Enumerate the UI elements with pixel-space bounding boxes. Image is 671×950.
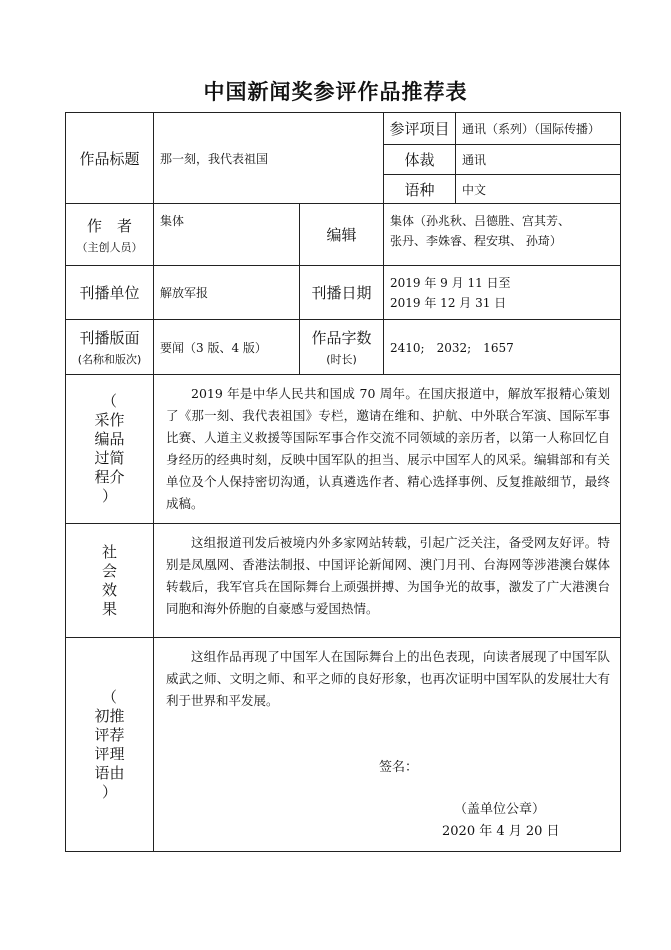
genre-value: 通讯 (456, 145, 621, 175)
page-label: 刊播版面 (79, 329, 140, 347)
publisher-label: 刊播单位 (66, 266, 154, 320)
publisher-value: 解放军报 (154, 266, 300, 320)
work-title-label: 作品标题 (66, 113, 154, 204)
date-value-line2: 2019 年 12 月 31 日 (390, 295, 507, 310)
genre-label: 体裁 (384, 145, 456, 175)
signature-date: 2020 年 4 月 20 日 (442, 824, 560, 839)
unit-seal-label: （盖单位公章） (454, 802, 546, 817)
language-label: 语种 (384, 175, 456, 204)
signature-label: 签名： (379, 760, 419, 775)
process-label-line: 程介 (94, 468, 125, 486)
process-label-line: （ (101, 392, 117, 410)
process-label-line: 采作 (94, 411, 125, 429)
review-label (66, 638, 154, 852)
review-label-line: 语由 (94, 763, 125, 782)
work-title-value: 那一刻，我代表祖国 (154, 113, 384, 204)
review-label-line: 初推 (94, 706, 125, 725)
category-label: 参评项目 (384, 113, 456, 145)
review-label-line: 评荐 (94, 725, 125, 744)
effect-text: 这组报道刊发后被境内外多家网站转载，引起广泛关注，备受网友好评。特别是凤凰网、香港法制报、中国评论新闻网、澳门月刊、台海网等涉港澳台媒体转载后，我军官兵在国际舞台上顽强拼搏、为国争光的故事，激发了广大港澳台同胞和海外侨胞的自豪感与爱国热情。 (154, 524, 621, 638)
review-cell (154, 638, 621, 852)
editor-value-line2: 张丹、李姝睿、程安琪、 孙琦） (390, 234, 562, 248)
effect-label-line: 果 (101, 599, 117, 618)
page-label-cell (66, 320, 154, 375)
author-label: 作 者 (86, 216, 132, 235)
effect-label (66, 524, 154, 638)
wordcount-sub-label: (时长) (326, 353, 357, 366)
page-sub-label: (名称和版次) (77, 353, 142, 366)
category-value: 通讯（系列）（国际传播） (456, 113, 621, 145)
process-label-line: 过简 (94, 449, 125, 467)
date-label: 刊播日期 (300, 266, 384, 320)
language-value: 中文 (456, 175, 621, 204)
recommendation-form (65, 112, 621, 852)
editor-value-line1: 集体（孙兆秋、吕德胜、宫其芳、 (390, 214, 571, 228)
process-text: 2019 年是中华人民共和国成 70 周年。在国庆报道中，解放军报精心策划了《那一刻、我代表祖国》专栏，邀请在维和、护航、中外联合军演、国际军事比赛、人道主义救援等国际军事合作交流不同领域的亲历者，以第一人称回忆自身经历的经典时刻，反映中国军队的担当、展示中国军人的风采。编辑部和有关单位及个人保持密切沟通，认真遴选作者、精心选择事例、反复推敲细节，最终成稿。 (154, 375, 621, 524)
date-value (384, 266, 621, 320)
review-label-line: 评理 (94, 744, 125, 763)
process-label-line: 编品 (94, 430, 125, 448)
editor-value (384, 204, 621, 266)
process-label (66, 375, 154, 524)
wordcount-value: 2410; 2032; 1657 (384, 320, 621, 375)
review-label-line: ） (101, 782, 117, 801)
page-value: 要闻（3 版、4 版） (154, 320, 300, 375)
author-value: 集体 (154, 204, 300, 266)
form-title: 中国新闻奖参评作品推荐表 (203, 79, 468, 104)
review-label-line: （ (101, 687, 117, 706)
effect-label-line: 效 (101, 580, 117, 599)
process-label-line: ） (101, 487, 117, 505)
review-text: 这组作品再现了中国军人在国际舞台上的出色表现，向读者展现了中国军队威武之师、文明之师、和平之师的良好形象，也再次证明中国军队的发展壮大有利于世界和平发展。 (166, 649, 611, 708)
effect-label-line: 社 (101, 542, 117, 561)
author-label-cell (66, 204, 154, 266)
effect-label-line: 会 (101, 561, 117, 580)
wordcount-label-cell (300, 320, 384, 375)
author-sub-label: （主创人员） (76, 240, 143, 254)
date-value-line1: 2019 年 9 月 11 日至 (390, 275, 511, 290)
editor-label: 编辑 (300, 204, 384, 266)
wordcount-label: 作品字数 (311, 329, 372, 347)
